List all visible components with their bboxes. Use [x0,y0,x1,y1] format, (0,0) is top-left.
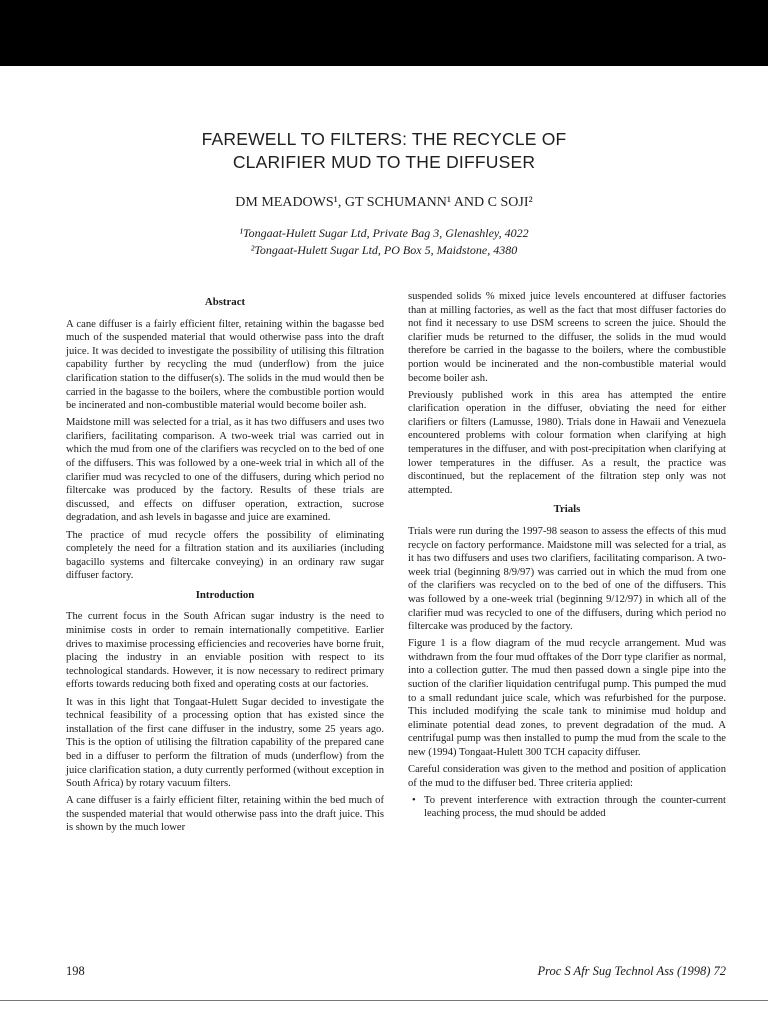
abstract-paragraph: Maidstone mill was selected for a trial, as it has two diffusers and uses two clarifiers, facilitating comparison. A two-week trial was carried out in which the mud from one of the clarifiers was recycled on to the bed of one of the diffusers. This was followed by a one-week trial in which all of the clarifier mud was recycled to one of the diffusers, during which period no filtercake was produced by the factory. Results of these trials are discussed, and effects on diffuser operation, extraction, sucrose degradation, and ash levels in bagasse and juice are examined. [66,417,384,524]
abstract-heading: Abstract [204,296,246,308]
author-list: DM MEADOWS¹, GT SCHUMANN¹ AND C SOJI² [235,195,533,210]
trials-heading: Trials [553,503,581,516]
title-line-1: FAREWELL TO FILTERS: THE RECYCLE OF [201,129,567,149]
scan-header-bar [0,0,768,66]
affiliation-2: ²Tongaat-Hulett Sugar Ltd, PO Box 5, Maidstone, 4380 [250,243,518,257]
body-paragraph: Previously published work in this area has attempted the entire clarification operation in the diffuser, obviating the need for either clarifiers or filters (Lamusse, 1980). Trials done in Hawaii and Venezuela encountered problems with colour formation when clarifying at high temperatures in the diffuser, and with post-precipitation when clarifying at lower temperatures in the diffuser. As a result, the practice was discontinued, but the replacement of the filtration step only was not attempted. [408,389,726,496]
trials-paragraph: Trials were run during the 1997-98 season to assess the effects of this mud recycle on factory performance. Maidstone mill was selected for a trial, as it has two diffusers and uses two clarifiers, facilitating comparison. A two-week trial (beginning 8/9/97) was carried out in which the mud from one of the clarifiers was recycled on to the bed of one of the diffusers. This was followed by a one-week trial (beginning 9/12/97) in which all of the clarifier mud was recycled to one of the diffusers, during which period no filtercake was produced by the factory. [408,526,726,633]
left-column [66,290,384,838]
abstract-paragraph: A cane diffuser is a fairly efficient filter, retaining within the bagasse bed much of the suspended material that would otherwise pass into the draft juice. It was decided to investigate the possibility of utilising this filtration capability further by recycling the mud (underflow) from the juice clarification station to the diffuser(s). The solids in the mud would then be carried in the bagasse to the boilers, where the combustible portion would be incinerated and non-combustible material would become boiler ash. [66,318,384,412]
introduction-heading: Introduction [195,588,255,601]
intro-paragraph: The current focus in the South African sugar industry is the need to minimise costs in order to remain internationally competitive. Earlier drives to maximise processing efficiencies and recoveries have borne fruit, placing the industry in an enviable position with respect to its technological standards. However, it is now necessary to redirect primary efforts towards reducing both fixed and operating costs at our factories. [66,611,384,691]
bottom-rule [0,1000,768,1001]
intro-paragraph: A cane diffuser is a fairly efficient filter, retaining within the bed much of the suspended material that would otherwise pass into the draft juice. This is shown by the much lower [66,795,384,834]
paper-title [0,128,768,174]
criteria-list [408,794,726,821]
affiliation-1: ¹Tongaat-Hulett Sugar Ltd, Private Bag 3, Glenashley, 4022 [239,226,529,240]
intro-paragraph: It was in this light that Tongaat-Hulett Sugar decided to investigate the technical feasibility of a processing option that has existed since the installation of the first cane diffuser in the industry, some 25 years ago. This is the option of utilising the filtration capability of the prepared cane bed in a diffuser to perform the filtration of muds (underflow) from the juice clarification station, a duty currently performed (without exception in South Africa) by rotary vacuum filters. [66,696,384,790]
body-paragraph: suspended solids % mixed juice levels encountered at diffuser factories than at milling factories, as well as the fact that most diffuser factories do not find it necessary to use DSM screens to screen the juice. Should the clarifier muds be returned to the diffuser, the solids in the mud would therefore be carried in the bagasse to the boilers, where the combustible portion would be incinerated and the non-combustible material would become boiler ash. [408,291,726,384]
trials-paragraph: Careful consideration was given to the method and position of application of the mud to the diffuser bed. Three criteria applied: [408,764,726,789]
page-number: 198 [66,964,85,978]
trials-paragraph: Figure 1 is a flow diagram of the mud recycle arrangement. Mud was withdrawn from the four mud offtakes of the Dorr type clarifier as normal, into a collection gutter. The mud then passed down a single pipe into the suction of the clarifier liquidation centrifugal pump. This pumped the mud to a small redundant juice scale, which was refurbished for the purpose. This included modifying the scale tank to minimise mud holdup and eliminate potential dead zones, to prevent degradation of the mud. A centrifugal pump was then installed to pump the mud from the scale to the new (1994) Tongaat-Hulett 300 TCH capacity diffuser. [408,638,726,758]
criteria-bullet: • To prevent interference with extraction through the counter-current leaching process, the mud should be added [424,794,726,821]
journal-citation: Proc S Afr Sug Technol Ass (1998) 72 [537,964,726,978]
right-column [408,290,726,821]
affiliations [0,225,768,259]
title-line-2: CLARIFIER MUD TO THE DIFFUSER [232,152,536,172]
abstract-paragraph: The practice of mud recycle offers the possibility of eliminating completely the need for a filtration station and its auxiliaries (including bagacillo systems and filtercake conveying) in an ordinary raw sugar diffuser factory. [66,529,384,582]
